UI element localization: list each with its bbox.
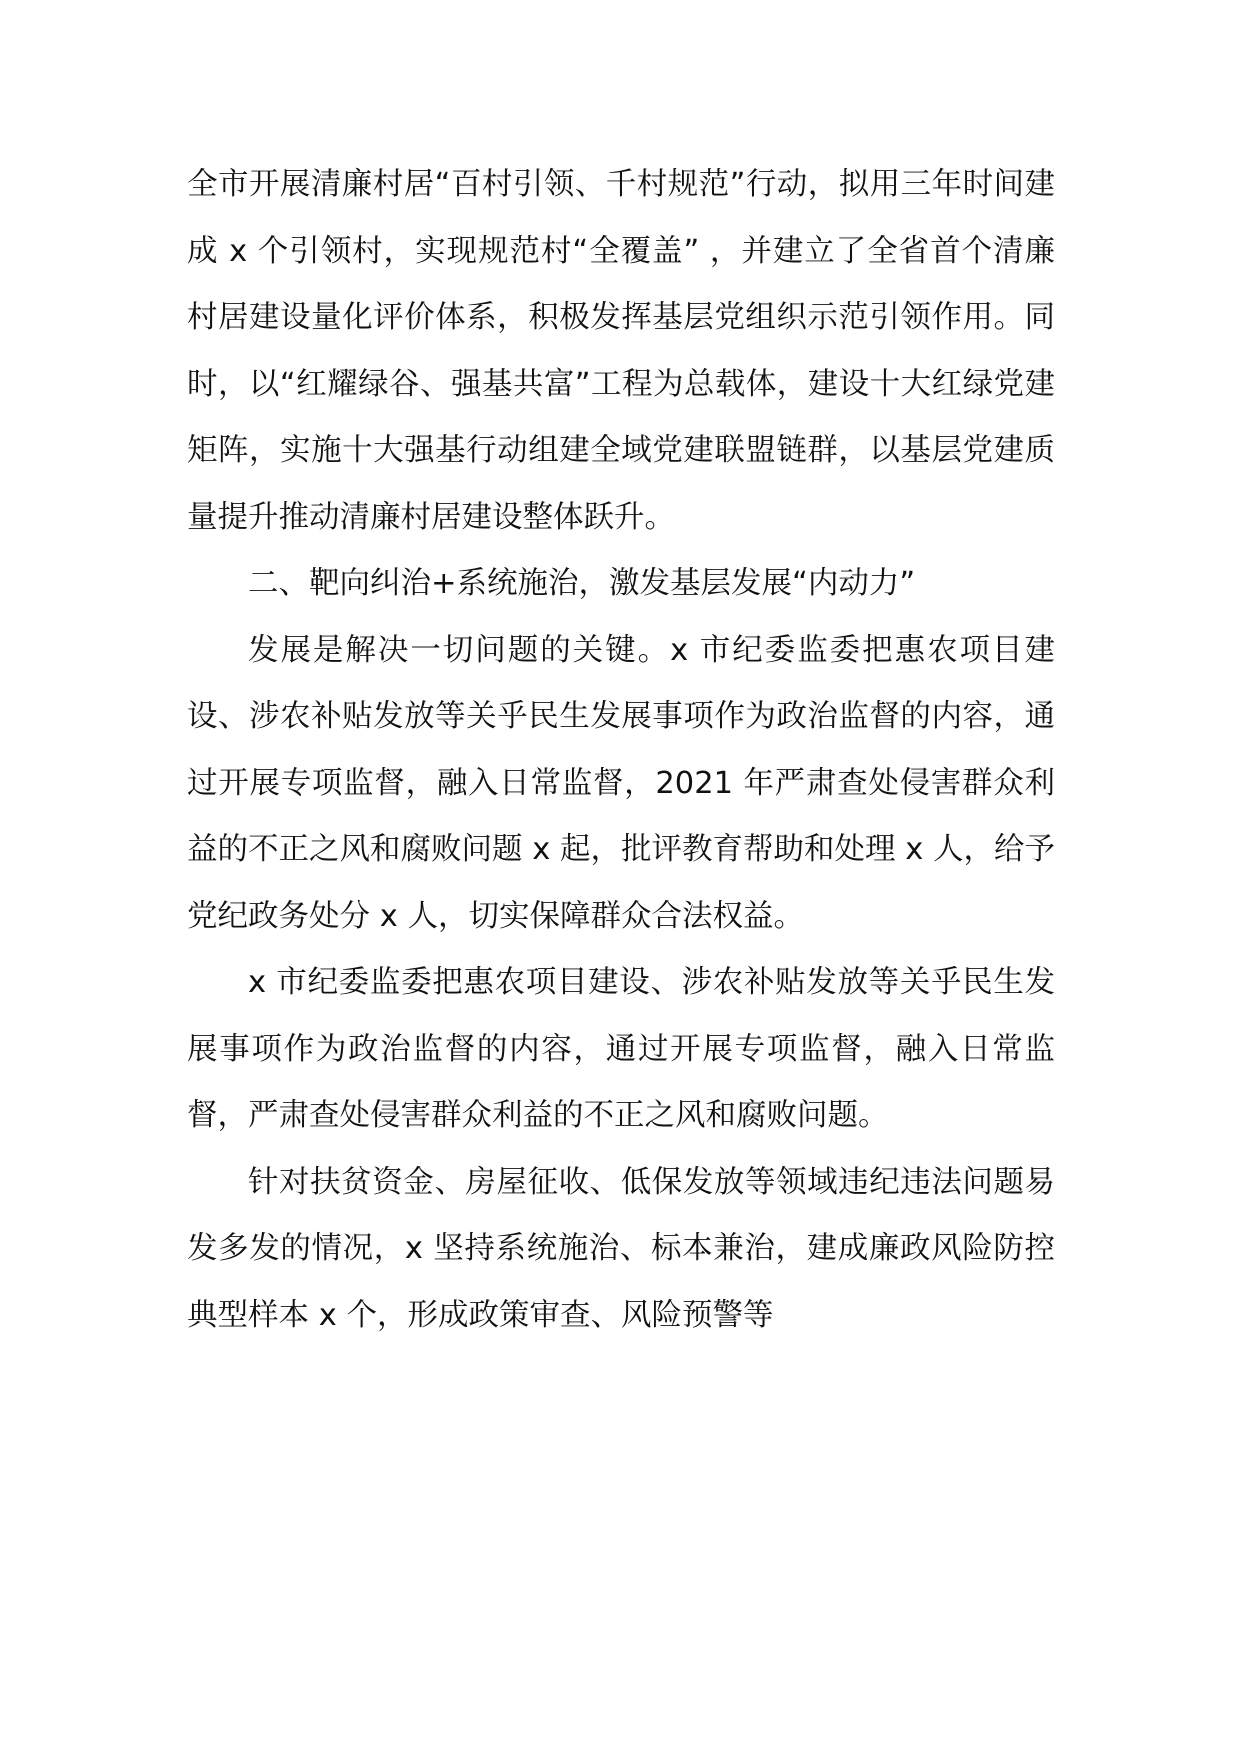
- paragraph-risk-control: 针对扶贫资金、房屋征收、低保发放等领域违纪违法问题易发多发的情况，x 坚持系统施治、标本兼治，建成廉政风险防控典型样本 x 个，形成政策审查、风险预警等: [187, 1164, 1055, 1333]
- document-body: [187, 152, 1055, 1349]
- section-heading-two: 二、靶向纠治+系统施治，激发基层发展“内动力”: [248, 566, 916, 601]
- paragraph-supervision: x 市纪委监委把惠农项目建设、涉农补贴发放等关乎民生发展事项作为政治监督的内容，通过开展专项监督，融入日常监督，严肃查处侵害群众利益的不正之风和腐败问题。: [187, 965, 1055, 1133]
- paragraph-development: 发展是解决一切问题的关键。x 市纪委监委把惠农项目建设、涉农补贴发放等关乎民生发展事项作为政治监督的内容，通过开展专项监督，融入日常监督，2021 年严肃查处侵害群众利益的不正之风和腐败问题 x 起，批评教育帮助和处理 x 人，给予党纪政务处分 x 人，切实保障群众合法权益。: [187, 632, 1055, 934]
- paragraph-clean-village: 全市开展清廉村居“百村引领、千村规范”行动，拟用三年时间建成 x 个引领村，实现规范村“全覆盖” ，并建立了全省首个清廉村居建设量化评价体系，积极发挥基层党组织示范引领作用。同时，以“红耀绿谷、强基共富”工程为总载体，建设十大红绿党建矩阵，实施十大强基行动组建全域党建联盟链群，以基层党建质量提升推动清廉村居建设整体跃升。: [187, 167, 1055, 535]
